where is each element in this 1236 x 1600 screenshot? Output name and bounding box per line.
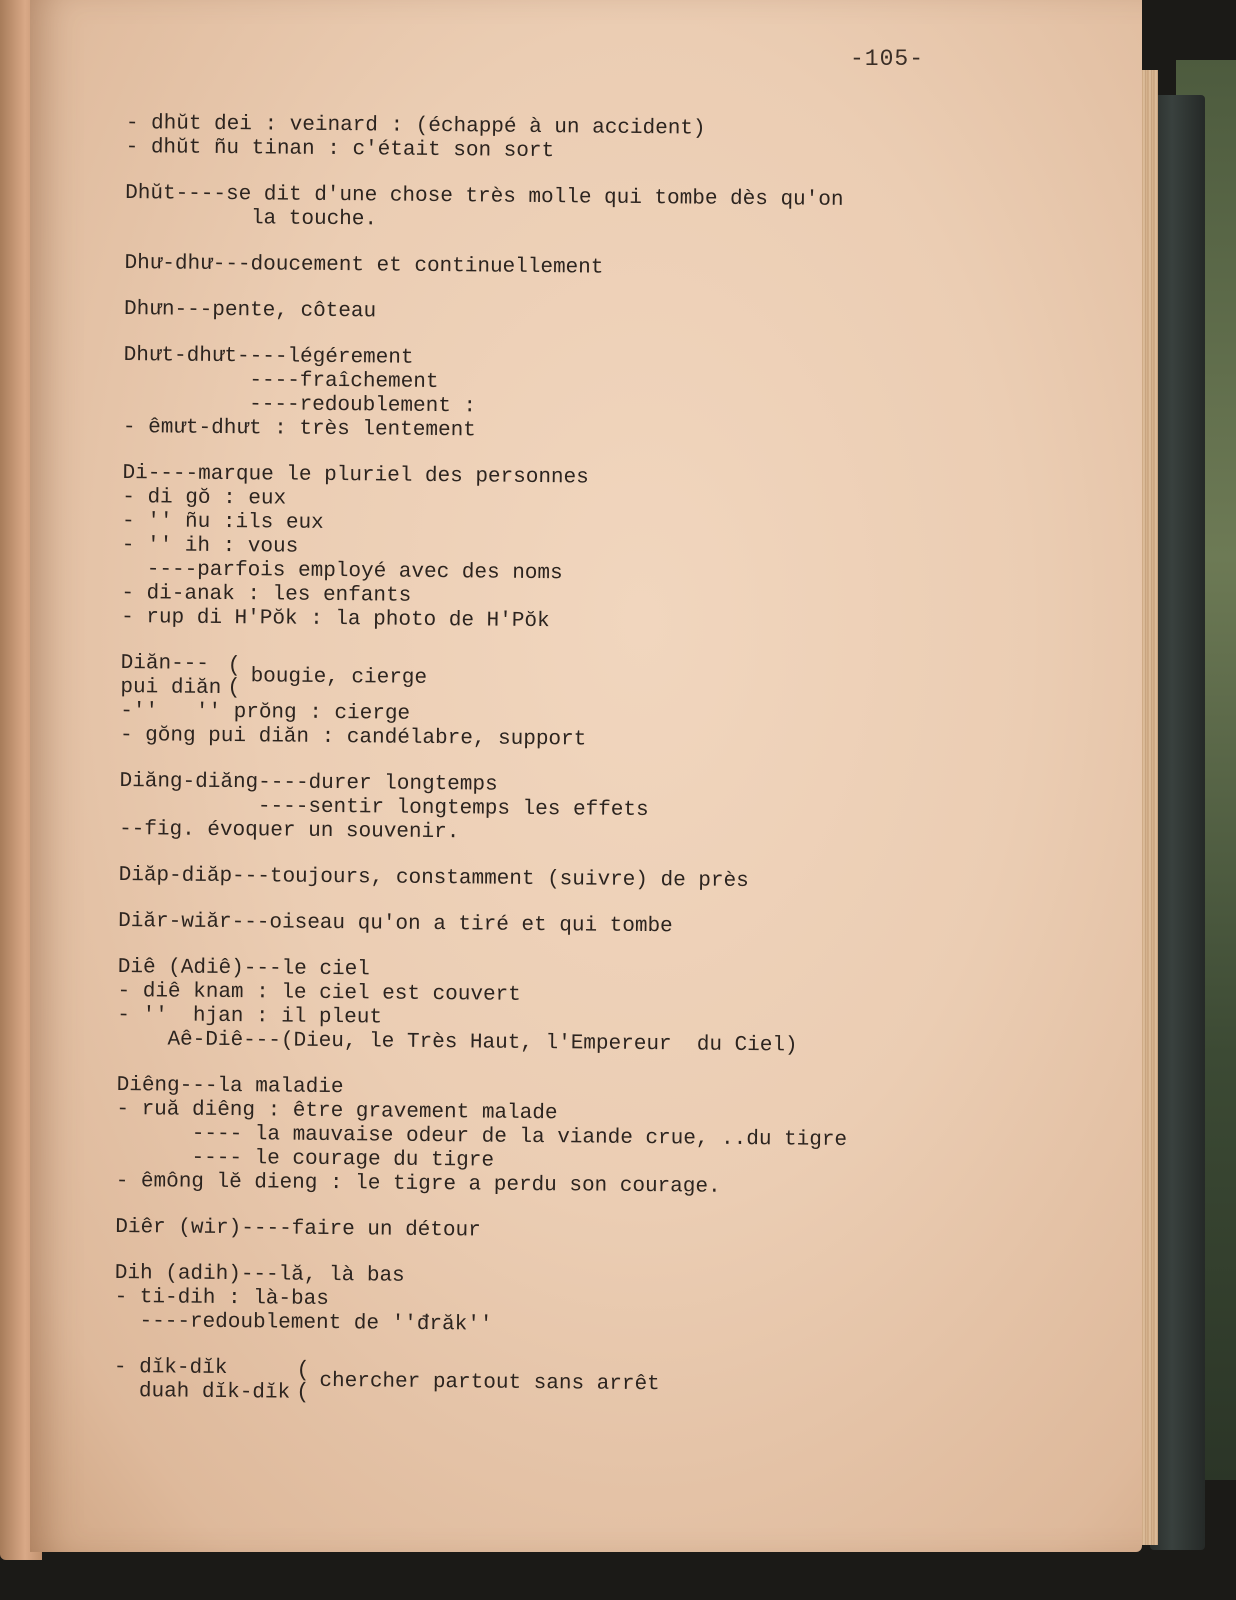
entry-line: - '' ñu :ils eux (121, 509, 324, 535)
entry-line: - rup di H'Pŏk : la photo de H'Pŏk (121, 605, 550, 634)
entry-line: ----redoublement de ''đrăk'' (114, 1309, 493, 1337)
entry-line: - diê knam : le ciel est couvert (117, 979, 521, 1007)
dictionary-entry (121, 462, 1023, 639)
dictionary-entry (114, 1356, 1014, 1413)
dictionary-entry (124, 298, 1024, 331)
entry-line: la touche. (124, 205, 378, 232)
entry-line: Diêng---la maladie (116, 1073, 344, 1100)
entry-line: ----parfois employé avec des noms (121, 557, 563, 586)
entry-line: ----redoublement : (123, 391, 477, 419)
entry-line: - ti-dih : là-bas (114, 1285, 329, 1312)
entry-line: -'' '' prŏng : cierge (120, 699, 411, 726)
dictionary-entry (125, 182, 1025, 239)
dictionary-entry (118, 910, 1018, 943)
bracketed-definition: chercher partout sans arrêt (319, 1369, 660, 1397)
bracketed-terms (114, 1356, 291, 1406)
entry-line: Diăng-diăng----durer longtemps (119, 769, 498, 797)
entry-line: --fig. évoquer un souvenir. (119, 817, 460, 845)
dictionary-entry (119, 864, 1019, 897)
entry-line: - di-anak : les enfants (121, 581, 412, 608)
entry-line: ---- le courage du tigre (115, 1145, 495, 1173)
entry-line: - di gŏ : eux (122, 485, 287, 511)
entry-line: - gŏng pui diăn : candélabre, support (119, 723, 587, 752)
entry-line: Diăr-wiăr---oiseau qu'on a tiré et qui tombe (118, 909, 673, 939)
entry-line: Diăp-diăp---toujours, constamment (suivre) de près (118, 863, 749, 894)
entry-line: pui diăn (120, 675, 222, 700)
entry-line: ----sentir longtemps les effets (119, 793, 649, 823)
dictionary-entry (119, 770, 1020, 851)
bracket-mark: ( ( (296, 1357, 310, 1405)
bracket-mark: ( ( (227, 653, 241, 701)
dictionary-entry (115, 1216, 1015, 1249)
bracketed-group (120, 652, 1020, 709)
entry-line: - '' hjan : il pleut (117, 1003, 383, 1030)
entry-line: ----fraîchement (123, 367, 439, 395)
dictionary-entry (114, 1262, 1015, 1343)
entry-line: duah dĭk-dĭk (113, 1379, 291, 1405)
entry-line: Aê-Diê---(Dieu, le Très Haut, l'Empereur du Ciel) (116, 1027, 798, 1058)
entry-line: Diê (Adiê)---le ciel (117, 955, 370, 982)
dictionary-entry (124, 252, 1024, 285)
entry-line: - dĭk-dĭk (113, 1355, 228, 1381)
entry-line: Dhŭt----se dit d'une chose très molle qui tombe dès qu'on (125, 181, 844, 212)
entry-line: Dih (adih)---lă, là bas (114, 1261, 405, 1288)
bracketed-definition: bougie, cierge (250, 665, 428, 690)
entry-line: - dhŭt dei : veinard : (échappé à un accident) (125, 112, 706, 141)
dictionary-entry (120, 652, 1021, 757)
page-number: -105- (850, 46, 925, 72)
bracketed-group (114, 1356, 1014, 1413)
entry-line: Diăn--- (120, 651, 210, 676)
bracketed-terms (120, 652, 221, 701)
book-cover (1150, 95, 1205, 1550)
entry-line: Dhưt-dhưt----légérement (123, 343, 414, 370)
dictionary-entry (126, 112, 1026, 169)
entry-line: Di----marque le pluriel des personnes (122, 461, 589, 490)
entry-line: - dhŭt ñu tinan : c'était son sort (125, 135, 555, 164)
dictionary-entry (117, 956, 1018, 1061)
entry-line: - ruă diêng : être gravement malade (116, 1097, 558, 1126)
entry-line: - êmông lĕ dieng : le tigre a perdu son courage. (115, 1169, 721, 1199)
entry-line: Dhư-dhư---doucement et continuellement (124, 251, 604, 280)
entry-line: - '' ih : vous (121, 533, 299, 559)
dictionary-entry (116, 1074, 1017, 1203)
entry-line: Diêr (wir)----faire un détour (115, 1215, 481, 1243)
book-page (30, 0, 1142, 1552)
dictionary-entries (113, 112, 1026, 1435)
entry-line: - êmưt-dhưt : très lentement (122, 415, 476, 443)
entry-line: ---- la mauvaise odeur de la viande crue, ..du tigre (116, 1121, 848, 1152)
dictionary-entry (123, 344, 1024, 449)
entry-line: Dhưn---pente, côteau (123, 297, 377, 324)
